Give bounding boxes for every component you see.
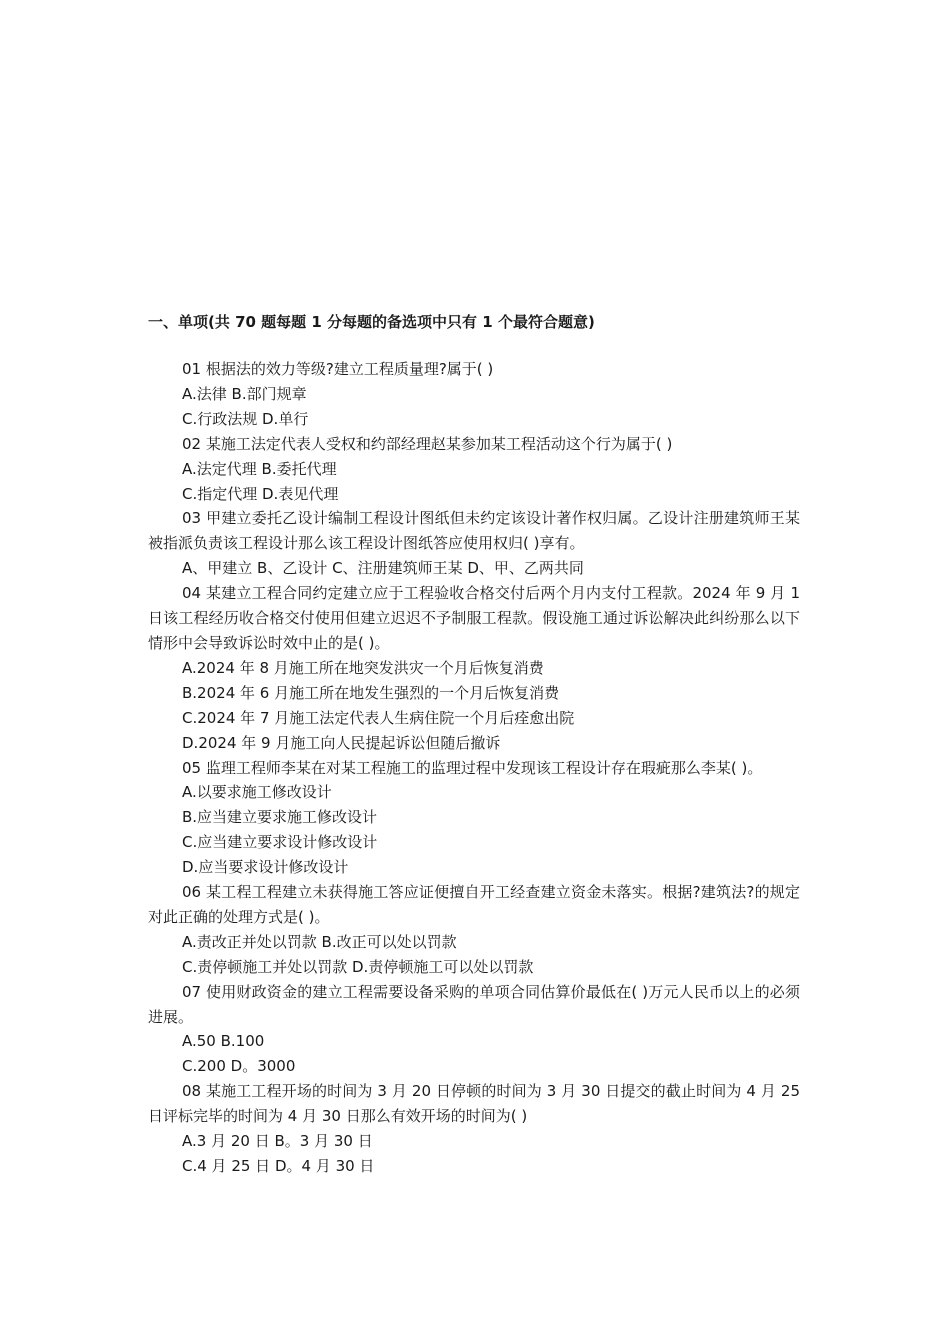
question-02 [148,432,800,507]
question-06 [148,880,800,980]
question-text: 07 使用财政资金的建立工程需要设备采购的单项合同估算价最低在( )万元人民币以上的必须进展。 [148,982,800,1026]
option-line: A.法定代理 B.委托代理 [182,459,337,478]
question-text: 08 某施工工程开场的时间为 3 月 20 日停顿的时间为 3 月 30 日提交的截止时间为 4 月 25 日评标完毕的时间为 4 月 30 日那么有效开场的时间为( ) [148,1082,800,1126]
question-04 [148,581,800,755]
option-line: A.以要求施工修改设计 [182,783,332,802]
option-line: A.2024 年 8 月施工所在地突发洪灾一个月后恢复消费 [182,658,544,677]
question-list [148,357,800,1179]
option-line: C.200 D。3000 [182,1057,296,1076]
question-05 [148,756,800,881]
option-line: D.应当要求设计修改设计 [182,858,349,877]
question-text: 06 某工程工程建立未获得施工答应证便擅自开工经查建立资金未落实。根据?建筑法?的规定对此正确的处理方式是( )。 [148,883,800,926]
question-text: 03 甲建立委托乙设计编制工程设计图纸但未约定该设计著作权归属。乙设计注册建筑师王某被指派负责该工程设计那么该工程设计图纸答应使用权归( )享有。 [148,509,800,553]
option-line: A.法律 B.部门规章 [182,384,307,403]
option-line: C.行政法规 D.单行 [182,409,309,428]
option-line: C.责停顿施工并处以罚款 D.责停顿施工可以处以罚款 [182,957,534,976]
question-03 [148,506,800,581]
question-text: 04 某建立工程合同约定建立应于工程验收合格交付后两个月内支付工程款。2024 年 9 月 1 日该工程经历收合格交付使用但建立迟迟不予制服工程款。假设施工通过诉讼解决此纠纷那么以下情形中会导致诉讼时效中止的是( )。 [148,584,800,652]
option-line: C.4 月 25 日 D。4 月 30 日 [182,1157,375,1175]
question-01 [148,357,800,432]
option-line: A.责改正并处以罚款 B.改正可以处以罚款 [182,932,457,951]
question-text: 02 某施工法定代表人受权和约部经理赵某参加某工程活动这个行为属于( ) [182,434,673,453]
question-08 [148,1079,800,1179]
option-line: A.3 月 20 日 B。3 月 30 日 [182,1132,373,1151]
option-line: B.应当建立要求施工修改设计 [182,808,378,827]
section-heading: 一、单项(共 70 题每题 1 分每题的备选项中只有 1 个最符合题意) [148,313,595,331]
option-line: C.指定代理 D.表见代理 [182,484,339,503]
option-line: A.50 B.100 [182,1032,265,1051]
option-line: B.2024 年 6 月施工所在地发生强烈的一个月后恢复消费 [182,683,560,702]
question-text: 01 根据法的效力等级?建立工程质量理?属于( ) [182,360,494,378]
question-text: 05 监理工程师李某在对某工程施工的监理过程中发现该工程设计存在瑕疵那么李某( )。 [182,758,763,777]
option-line: A、甲建立 B、乙设计 C、注册建筑师王某 D、甲、乙两共同 [182,559,584,578]
option-line: D.2024 年 9 月施工向人民提起诉讼但随后撤诉 [182,733,501,752]
option-line: C.应当建立要求设计修改设计 [182,833,378,852]
option-line: C.2024 年 7 月施工法定代表人生病住院一个月后痊愈出院 [182,708,575,727]
question-07 [148,980,800,1080]
